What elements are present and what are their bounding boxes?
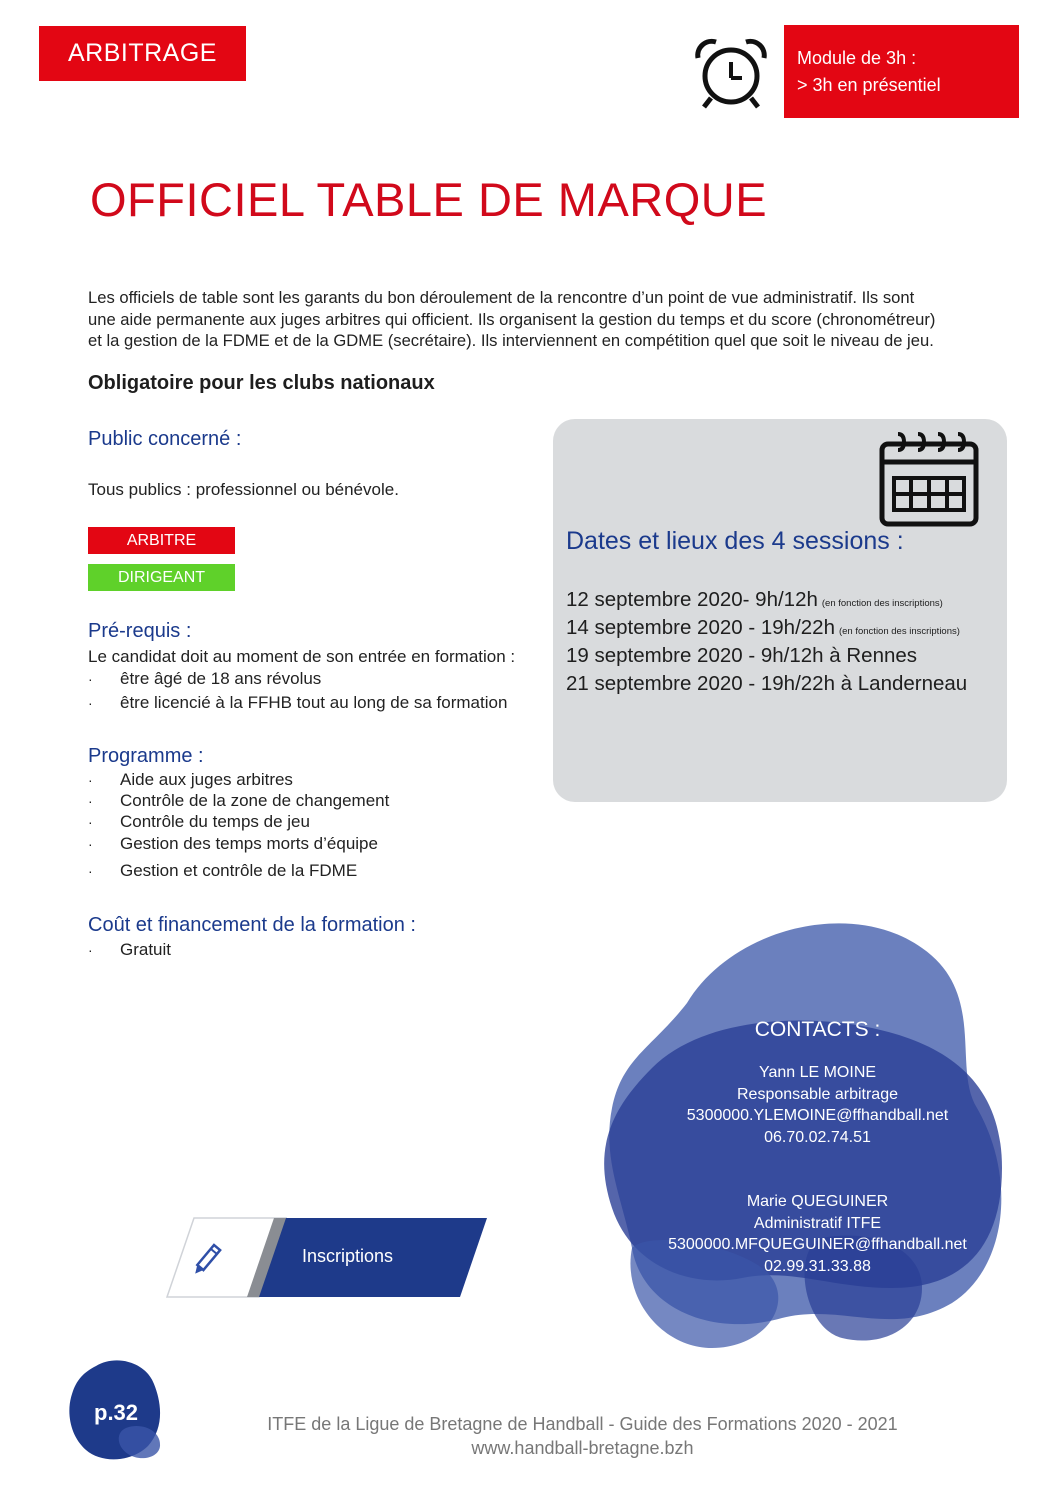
session-line: [566, 588, 943, 612]
bullet-dot: ·: [88, 695, 93, 711]
contact-phone: 02.99.31.33.88: [764, 1257, 871, 1275]
list-item: [88, 940, 171, 960]
calendar-icon: [878, 430, 980, 528]
list-item-text: Gestion des temps morts d’équipe: [120, 834, 378, 853]
bullet-dot: ·: [88, 671, 93, 687]
prerequis-heading: Pré-requis :: [88, 620, 192, 642]
list-item-text: Gestion et contrôle de la FDME: [120, 861, 358, 880]
intro-paragraph: [88, 287, 1003, 352]
footer-website[interactable]: www.handball-bretagne.bzh: [471, 1438, 694, 1458]
list-item: [88, 812, 310, 832]
contacts-block: [640, 1018, 995, 1277]
badge-label: ARBITRE: [126, 531, 197, 549]
bullet-dot: ·: [88, 942, 93, 958]
contact-phone: 06.70.02.74.51: [764, 1128, 871, 1146]
module-duration-line1: Module de 3h :: [797, 48, 917, 68]
contacts-heading: CONTACTS :: [754, 1018, 881, 1041]
alarm-clock-icon: [694, 38, 768, 110]
list-item: [88, 834, 378, 854]
prerequis-intro: Le candidat doit au moment de son entrée en formation :: [88, 647, 516, 666]
intro-line: une aide permanente aux juges arbitres qui officient. Ils organisent la gestion du temps et du score (chronométreur): [88, 309, 936, 329]
module-duration-box: [784, 25, 1019, 118]
list-item-text: Contrôle du temps de jeu: [120, 812, 310, 831]
dates-heading: Dates et lieux des 4 sessions :: [566, 527, 904, 555]
list-item: [88, 791, 389, 811]
contact-name: Marie QUEGUINER: [746, 1193, 889, 1210]
bullet-dot: ·: [88, 863, 93, 879]
badge-label: DIRIGEANT: [117, 568, 206, 586]
contact-name: Yann LE MOINE: [758, 1064, 877, 1081]
bullet-dot: ·: [88, 793, 93, 809]
bullet-dot: ·: [88, 772, 93, 788]
list-item: [88, 861, 357, 881]
session-line: [566, 616, 960, 640]
session-line: [566, 672, 967, 696]
public-text: Tous publics : professionnel ou bénévole.: [88, 480, 399, 499]
contact-role: Responsable arbitrage: [737, 1085, 898, 1103]
contact-email[interactable]: 5300000.MFQUEGUINER@ffhandball.net: [668, 1236, 967, 1253]
list-item-text: être âgé de 18 ans révolus: [120, 669, 322, 688]
list-item-text: être licencié à la FFHB tout au long de sa formation: [120, 693, 508, 712]
badge-dirigeant: [88, 564, 235, 591]
bullet-dot: ·: [88, 836, 93, 852]
category-label: ARBITRAGE: [68, 39, 217, 67]
list-item: [88, 693, 507, 713]
inscriptions-label[interactable]: Inscriptions: [302, 1246, 394, 1266]
session-text: 19 septembre 2020 - 9h/12h à Rennes: [566, 644, 918, 667]
session-text: 12 septembre 2020- 9h/12h: [566, 588, 818, 611]
session-note: (en fonction des inscriptions): [821, 598, 943, 609]
badge-arbitre: [88, 527, 235, 554]
session-note: (en fonction des inscriptions): [838, 626, 960, 637]
list-item-text: Contrôle de la zone de changement: [120, 791, 390, 810]
list-item: [88, 669, 321, 689]
programme-heading: Programme :: [88, 745, 204, 767]
intro-line: Les officiels de table sont les garants du bon déroulement de la rencontre d’un point de vue administratif. Ils sont: [88, 288, 915, 307]
session-text: 14 septembre 2020 - 19h/22h: [566, 616, 835, 639]
session-text: 21 septembre 2020 - 19h/22h à Landerneau: [566, 672, 968, 695]
list-item: [88, 770, 293, 790]
cout-heading: Coût et financement de la formation :: [88, 914, 416, 936]
list-item-text: Aide aux juges arbitres: [120, 770, 293, 789]
intro-line: et la gestion de la FDME et de la GDME (secrétaire). Ils interviennent en compétition quel que soit le niveau de jeu.: [88, 331, 934, 350]
contact-role: Administratif ITFE: [753, 1214, 882, 1232]
contact-email[interactable]: 5300000.YLEMOINE@ffhandball.net: [686, 1107, 949, 1124]
footer-line: ITFE de la Ligue de Bretagne de Handball - Guide des Formations 2020 - 2021: [267, 1414, 898, 1434]
category-tag: [39, 26, 246, 81]
list-item-text: Gratuit: [120, 940, 172, 959]
public-heading: Public concerné :: [88, 428, 242, 450]
module-duration-line2: > 3h en présentiel: [797, 75, 941, 95]
footer: [250, 1412, 915, 1460]
page-title: OFFICIEL TABLE DE MARQUE: [90, 173, 768, 226]
page-number: p.32: [94, 1400, 139, 1425]
session-line: [566, 644, 917, 668]
mandatory-note: Obligatoire pour les clubs nationaux: [88, 372, 435, 394]
bullet-dot: ·: [88, 814, 93, 830]
